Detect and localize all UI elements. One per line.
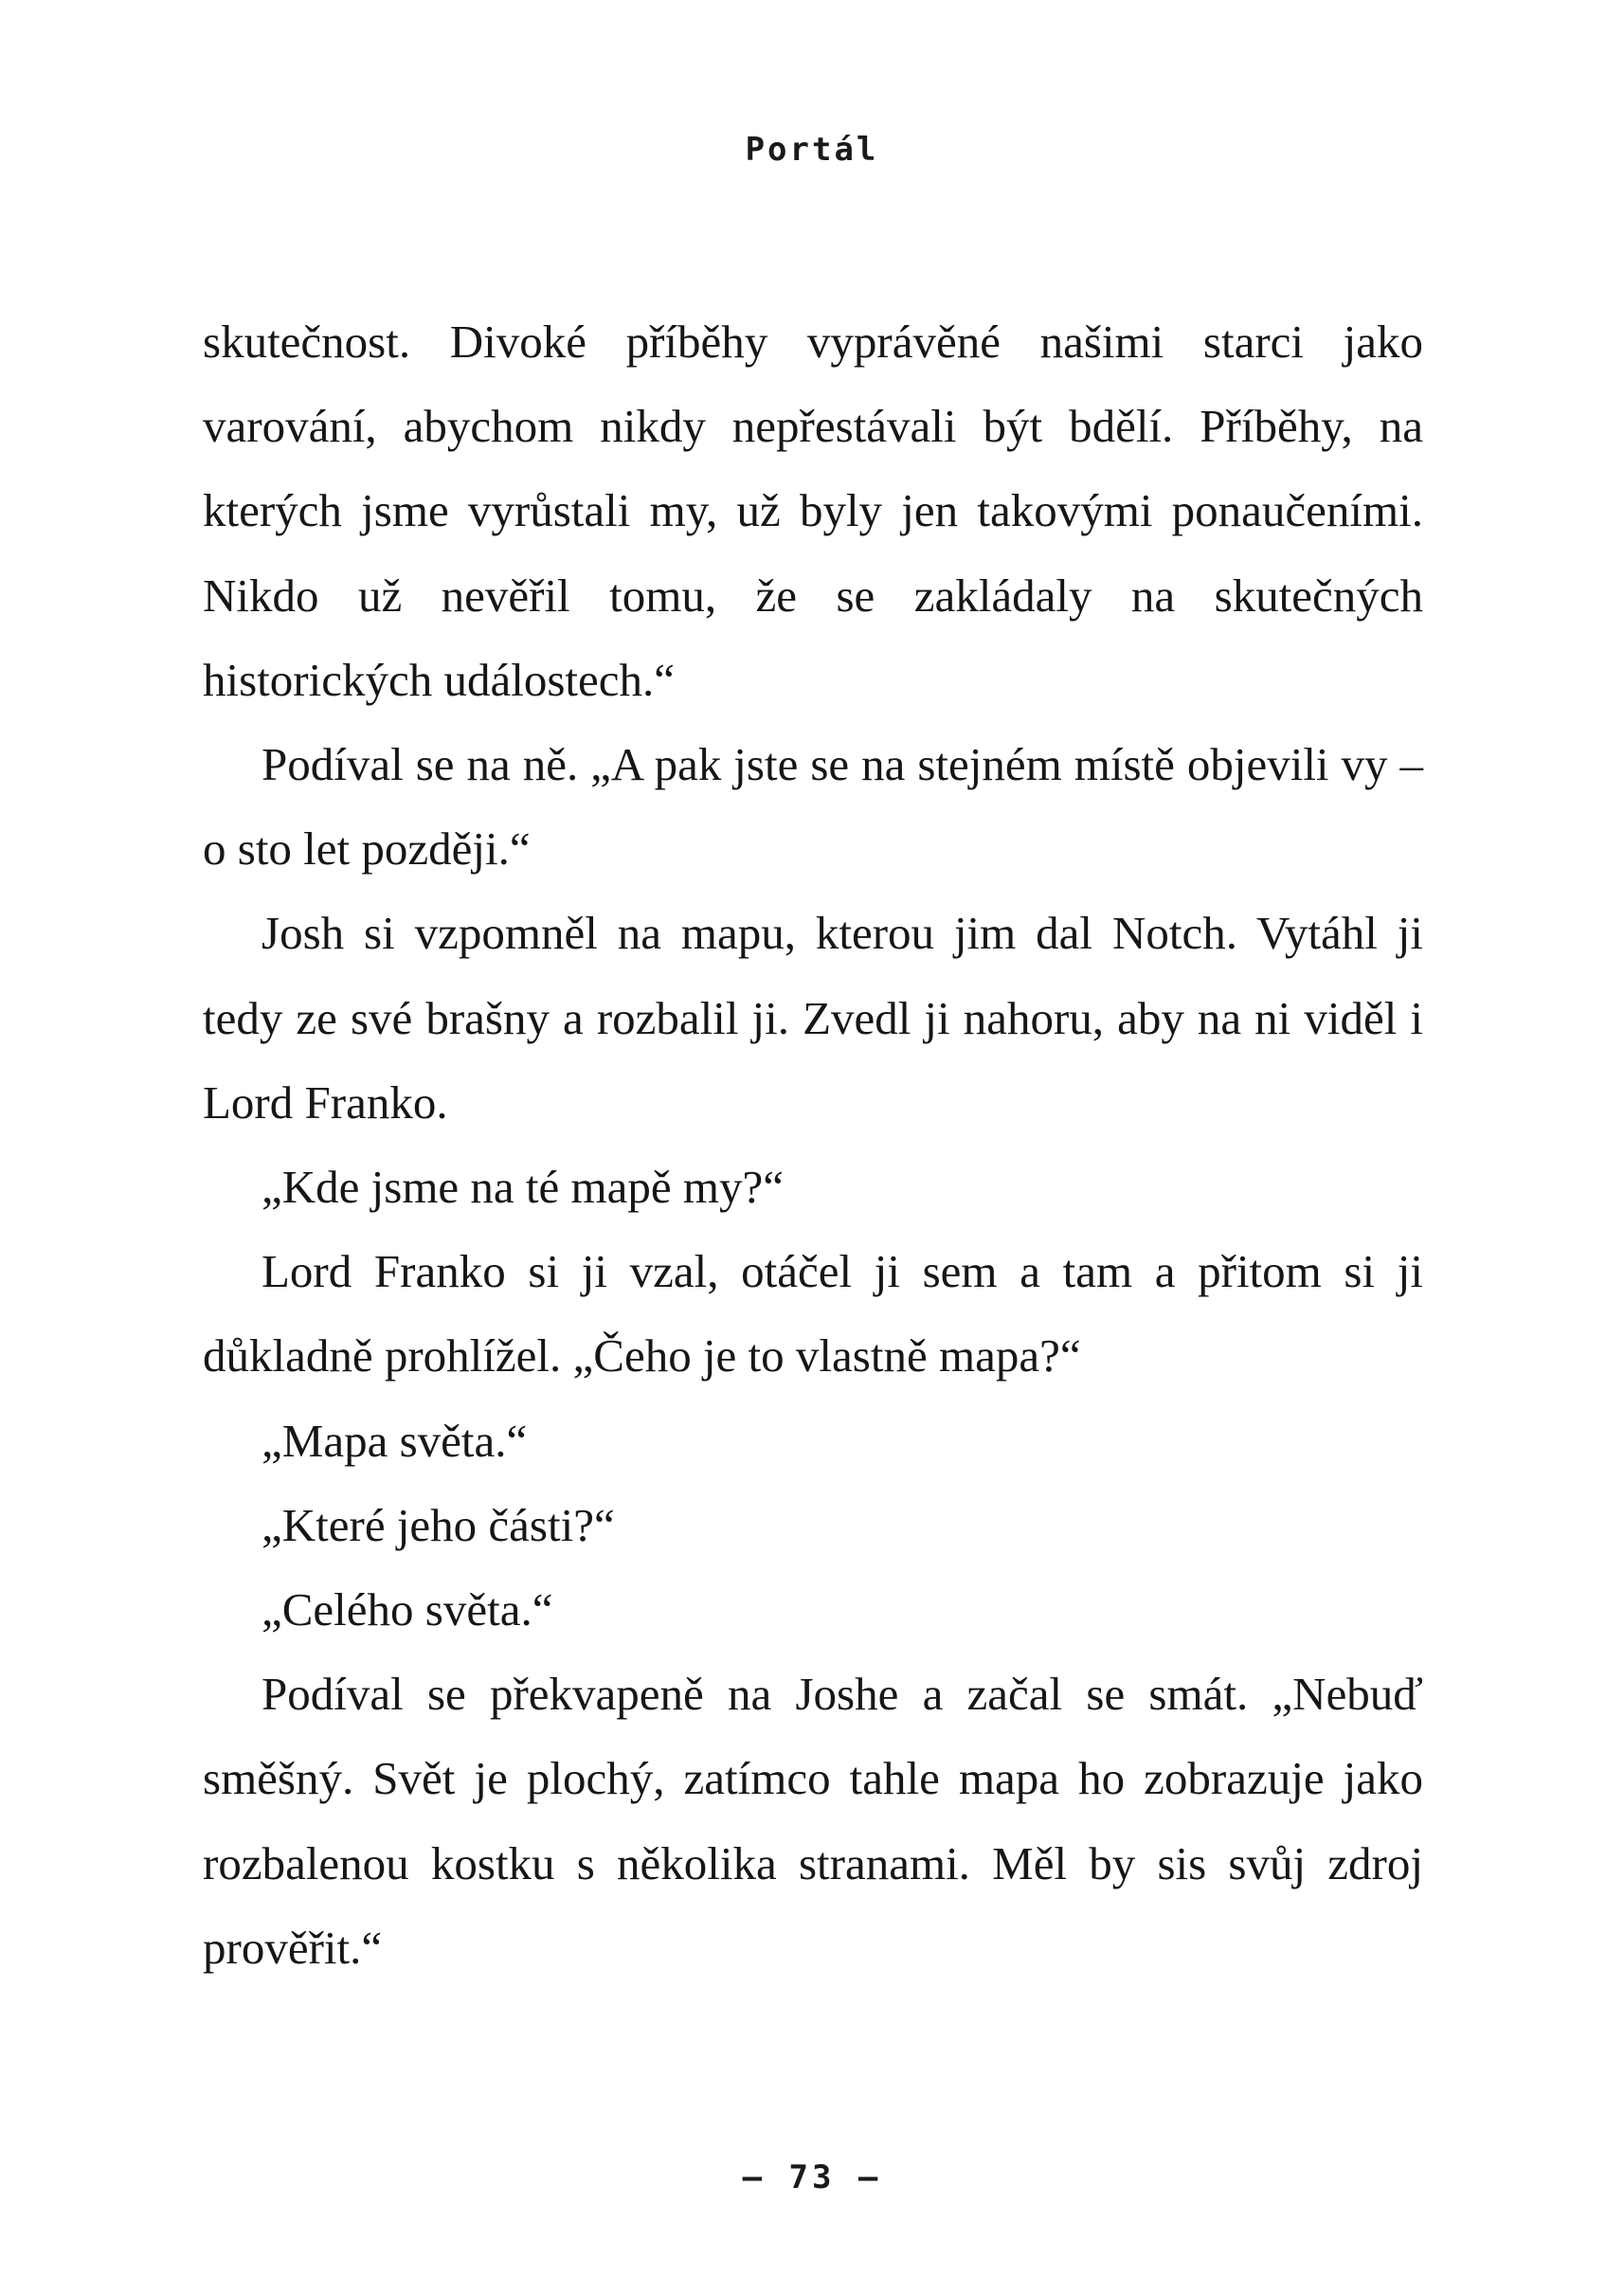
paragraph-continuation: skutečnost. Divoké příběhy vyprávěné našimi starci jako varování, abychom nikdy nepřestávali být bdělí. Příběhy, na kterých jsme vyrůstali my, už byly jen takovými ponaučeními. Nikdo už nevěřil tomu, že se zakládaly na skutečných historických událostech.“ [203, 316, 1423, 706]
paragraph: „Kde jsme na té mapě my?“ [262, 1161, 785, 1214]
paragraph: Podíval se na ně. „A pak jste se na stejném místě objevili vy – o sto let později.“ [203, 738, 1423, 876]
paragraph: „Které jeho části?“ [262, 1498, 615, 1551]
paragraph: „Celého světa.“ [262, 1583, 553, 1636]
running-head: Portál [745, 131, 879, 169]
page-number: – 73 – [742, 2159, 882, 2196]
body-text [203, 299, 1423, 1990]
paragraph: Podíval se překvapeně na Joshe a začal se smát. „Nebuď směšný. Svět je plochý, zatímco tahle mapa ho zobrazuje jako rozbalenou kostku s několika stranami. Měl by sis svůj zdroj prověřit.“ [203, 1668, 1423, 1974]
paragraph: Josh si vzpomněl na mapu, kterou jim dal Notch. Vytáhl ji tedy ze své brašny a rozbalil ji. Zvedl ji nahoru, aby na ni viděl i Lord Franko. [203, 907, 1423, 1129]
paragraph: „Mapa světa.“ [262, 1414, 528, 1467]
paragraph: Lord Franko si ji vzal, otáčel ji sem a tam a přitom si ji důkladně prohlížel. „Čeho je to vlastně mapa?“ [203, 1245, 1423, 1382]
